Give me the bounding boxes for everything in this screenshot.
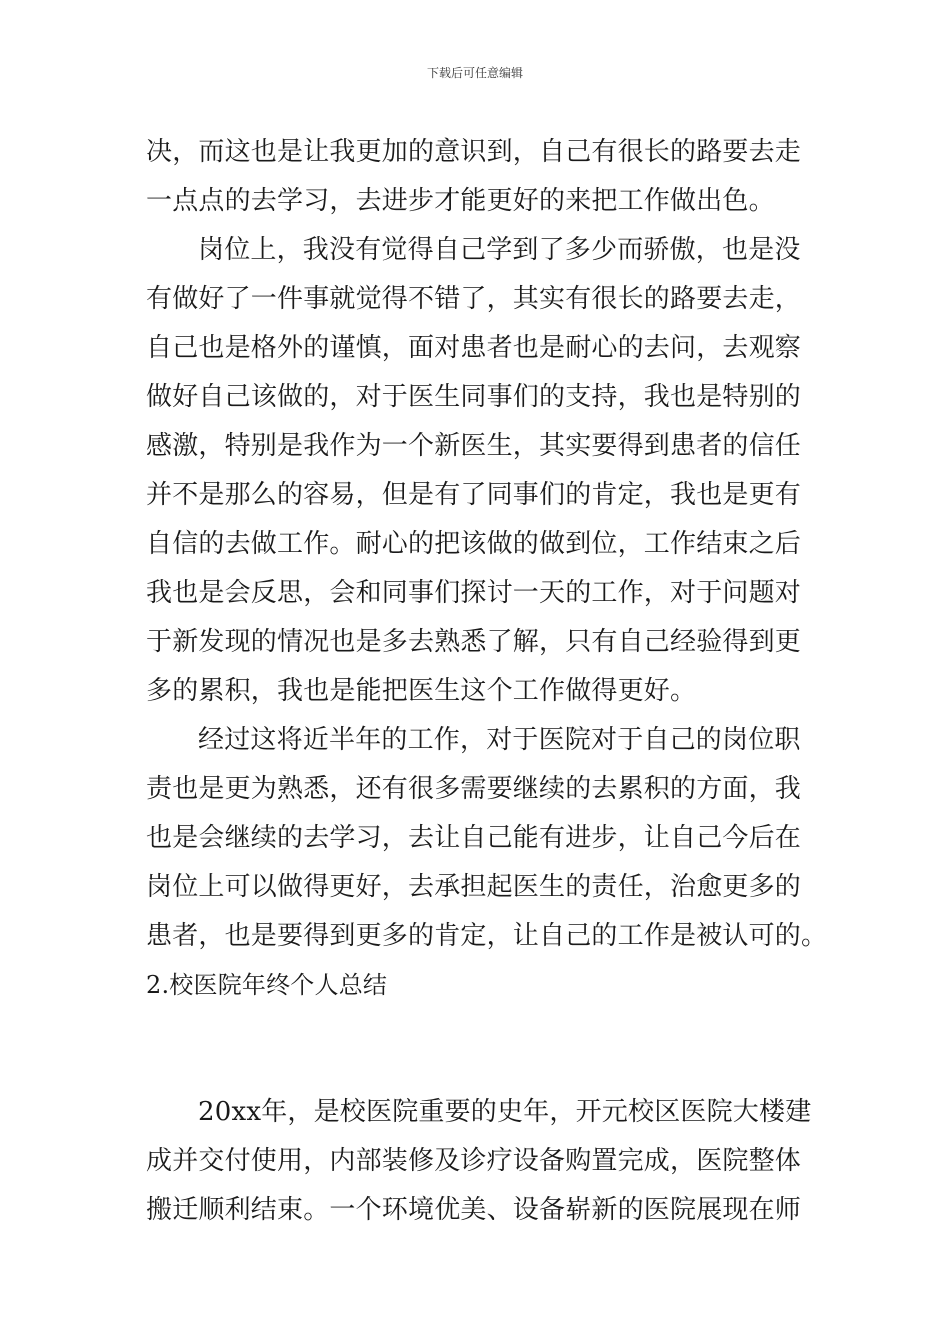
text-line: 决，而这也是让我更加的意识到，自己有很长的路要去走 bbox=[146, 137, 802, 167]
text-line: 成并交付使用，内部装修及诊疗设备购置完成，医院整体 bbox=[146, 1146, 802, 1176]
text-line: 于新发现的情况也是多去熟悉了解，只有自己经验得到更 bbox=[146, 627, 802, 657]
text-line: 我也是会反思，会和同事们探讨一天的工作，对于问题对 bbox=[146, 578, 802, 608]
text-line: 20xx年，是校医院重要的史年，开元校区医院大楼建 bbox=[198, 1097, 812, 1127]
text-line: 做好自己该做的，对于医生同事们的支持，我也是特别的 bbox=[146, 382, 802, 412]
page-header: 下载后可任意编辑 bbox=[426, 66, 523, 80]
text-line: 自信的去做工作。耐心的把该做的做到位，工作结束之后 bbox=[146, 529, 802, 559]
text-line: 岗位上可以做得更好，去承担起医生的责任，治愈更多的 bbox=[146, 872, 802, 902]
text-line: 有做好了一件事就觉得不错了，其实有很长的路要去走， bbox=[146, 284, 802, 314]
paragraph-1 bbox=[146, 128, 808, 226]
text-line: 感激，特别是我作为一个新医生，其实要得到患者的信任 bbox=[146, 431, 802, 461]
text-line: 责也是更为熟悉，还有很多需要继续的去累积的方面，我 bbox=[146, 774, 802, 804]
paragraph-3 bbox=[146, 716, 828, 961]
paragraph-2 bbox=[146, 226, 808, 716]
section-heading: 2.校医院年终个人总结 bbox=[146, 971, 388, 999]
text-line: 并不是那么的容易，但是有了同事们的肯定，我也是更有 bbox=[146, 480, 802, 510]
text-line: 患者，也是要得到更多的肯定，让自己的工作是被认可的。 bbox=[146, 921, 828, 951]
paragraph-4 bbox=[146, 1088, 812, 1235]
section-spacer bbox=[146, 1010, 808, 1088]
document-body bbox=[146, 128, 828, 1235]
text-line: 搬迁顺利结束。一个环境优美、设备崭新的医院展现在师 bbox=[146, 1195, 802, 1225]
text-line: 多的累积，我也是能把医生这个工作做得更好。 bbox=[146, 676, 697, 706]
text-line: 一点点的去学习，去进步才能更好的来把工作做出色。 bbox=[146, 186, 775, 216]
text-line: 也是会继续的去学习，去让自己能有进步，让自己今后在 bbox=[146, 823, 802, 853]
text-line: 经过这将近半年的工作，对于医院对于自己的岗位职 bbox=[198, 725, 801, 755]
text-line: 自己也是格外的谨慎，面对患者也是耐心的去问，去观察 bbox=[146, 333, 802, 363]
text-line: 岗位上，我没有觉得自己学到了多少而骄傲，也是没 bbox=[198, 235, 801, 265]
